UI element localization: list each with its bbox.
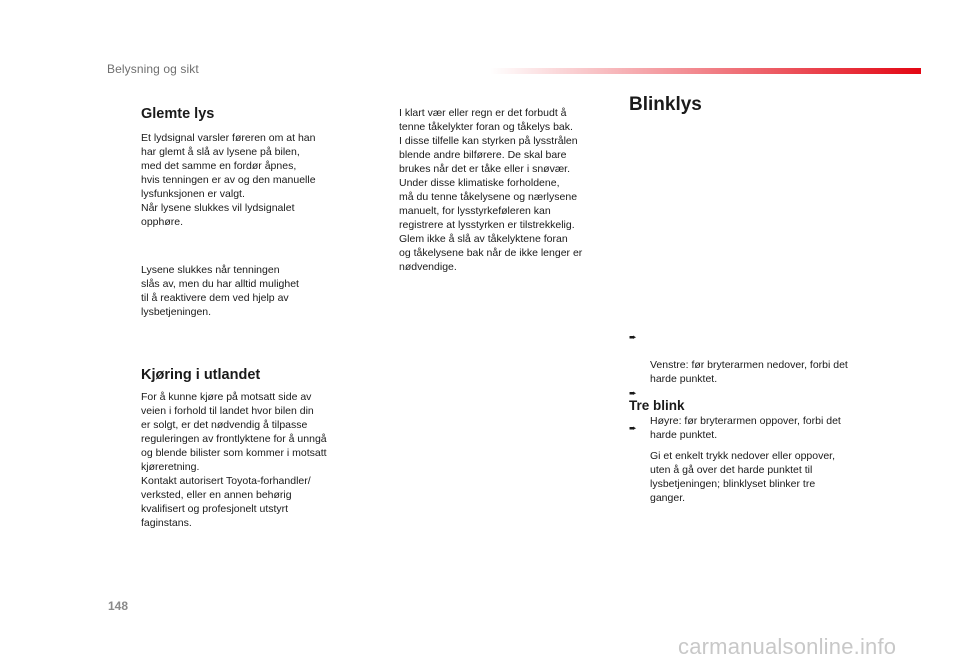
heading-three-flashes: Tre blink — [629, 398, 685, 413]
list-item-text: Venstre: før bryterarmen nedover, forbi det harde punktet. — [650, 359, 848, 385]
list-item-text: Høyre: før bryterarmen oppover, forbi det harde punktet. — [650, 415, 841, 441]
page-number: 148 — [108, 599, 129, 613]
list-item — [629, 330, 889, 386]
left-column — [141, 107, 361, 319]
right-column-three-flashes — [629, 399, 889, 505]
driving-abroad-paragraph: For å kunne kjøre på motsatt side av veien i forhold til landet hvor bilen din er solgt, er det nødvendig å tilpasse reguleringen av frontlyktene for å unngå og blende bilister som kommer i motsatt kjøreretning. Kontakt autorisert Toyota-forhandler/ verksted, eller en annen behørig kvalifisert og profesjonelt utstyrt faginstans. — [141, 391, 327, 529]
list-item-text: Gi et enkelt trykk nedover eller oppover, uten å gå over det harde punktet til lysbetjeningen; blinklyset blinker tre ganger. — [650, 450, 836, 504]
three-flashes-bullet-list — [629, 421, 889, 505]
watermark: carmanualsonline.info — [678, 634, 897, 659]
heading-forgotten-lights: Glemte lys — [141, 106, 215, 122]
header-accent-bar — [490, 68, 921, 74]
section-title: Belysning og sikt — [107, 62, 199, 76]
arrow-bullet-icon: ➨ — [629, 332, 637, 342]
heading-indicators: Blinklys — [629, 94, 702, 115]
arrow-bullet-icon: ➨ — [629, 388, 637, 398]
middle-column — [399, 106, 614, 274]
list-item — [629, 421, 889, 505]
fog-lights-paragraph: I klart vær eller regn er det forbudt å tenne tåkelykter foran og tåkelys bak. I disse tilfelle kan styrken på lysstrålen blende andre bilførere. De skal bare brukes når det er tåke eller i snøvær. Under disse klimatiske forholdene, må du tenne tåkelysene og nærlysene manuelt, for lysstyrkeføleren kan registrere at lysstyrken er tilstrekkelig. Glem ikke å slå av tåkelyktene foran og tåkelysene bak når de ikke lenger er nødvendige. — [399, 107, 583, 273]
heading-driving-abroad: Kjøring i utlandet — [141, 367, 261, 383]
arrow-bullet-icon: ➨ — [629, 423, 637, 433]
forgotten-lights-paragraph-2: Lysene slukkes når tenningen slås av, men du har alltid mulighet til å reaktivere dem ved hjelp av lysbetjeningen. — [141, 264, 299, 318]
forgotten-lights-paragraph-1: Et lydsignal varsler føreren om at han har glemt å slå av lysene på bilen, med det samme en fordør åpnes, hvis tenningen er av og den manuelle lysfunksjonen er valgt. Når lysene slukkes vil lydsignalet opphøre. — [141, 132, 316, 228]
left-column-lower — [141, 368, 366, 530]
right-column-heading — [629, 94, 889, 115]
